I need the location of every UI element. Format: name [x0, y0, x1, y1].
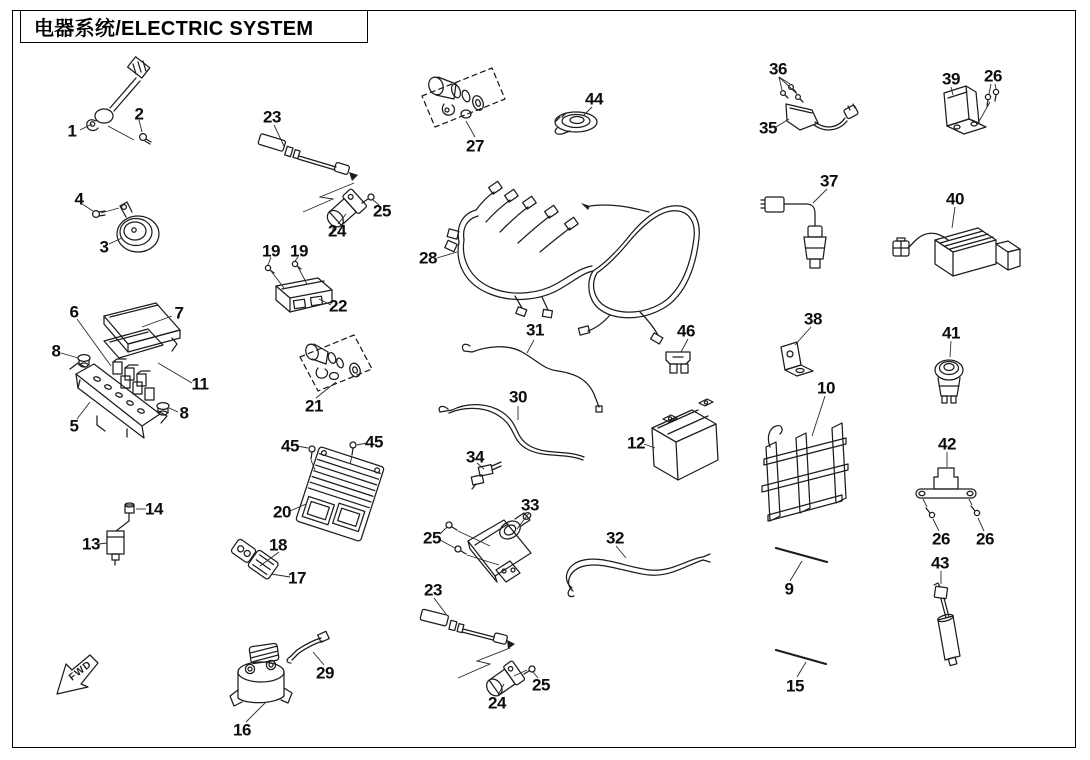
part-label-8: 8: [179, 403, 189, 423]
part-label-19: 19: [290, 241, 308, 261]
part-label-1: 1: [67, 121, 77, 141]
part-label-4: 4: [74, 189, 84, 209]
part-label-41: 41: [942, 323, 960, 343]
part-35-sensor: [776, 104, 859, 130]
part-29-cable: [287, 631, 329, 665]
part-label-16: 16: [233, 720, 251, 740]
part-label-46: 46: [677, 321, 695, 341]
part-27-lock-set: [422, 68, 505, 137]
part-19-screws: [265, 257, 307, 288]
part-label-25: 25: [373, 201, 391, 221]
part-1-position-sensor: [80, 57, 150, 140]
part-label-40: 40: [946, 189, 964, 209]
part-26-screws-bottom: [923, 499, 984, 531]
part-label-26: 26: [932, 529, 950, 549]
part-label-17: 17: [288, 568, 306, 588]
part-label-22: 22: [329, 296, 347, 316]
part-26-screws-top: [977, 84, 999, 125]
part-label-26: 26: [984, 66, 1002, 86]
part-label-28: 28: [419, 248, 437, 268]
part-14-relay-cap: [116, 503, 146, 531]
title-box: [20, 10, 368, 43]
part-38-bracket: [781, 327, 813, 376]
part-9-strap: [776, 548, 827, 581]
part-label-36: 36: [769, 59, 787, 79]
part-28-main-wire-harness: [437, 181, 699, 344]
part-39-bracket: [944, 86, 986, 134]
part-3-horn: [101, 202, 159, 252]
part-4-bolt: [82, 204, 105, 217]
part-15-strap: [776, 650, 826, 677]
part-label-23: 23: [263, 107, 281, 127]
part-label-11: 11: [191, 374, 209, 394]
part-40-controller: [893, 207, 1020, 276]
part-label-19: 19: [262, 241, 280, 261]
part-label-20: 20: [273, 502, 291, 522]
part-44-antenna-coil: [555, 107, 597, 134]
part-label-12: 12: [627, 433, 645, 453]
part-23-spark-plug-cable-bottom: [420, 598, 515, 678]
part-17-18-connector: [229, 537, 290, 580]
part-label-45: 45: [281, 436, 299, 456]
part-label-33: 33: [521, 495, 539, 515]
part-label-23: 23: [424, 580, 442, 600]
part-41-switch: [935, 341, 963, 403]
part-33-ignition-coil: [468, 511, 532, 582]
part-label-34: 34: [466, 447, 484, 467]
part-label-18: 18: [269, 535, 287, 555]
fwd-direction-label: FWD: [67, 658, 95, 684]
part-24-ignition-coil-bottom: [482, 660, 526, 700]
part-label-3: 3: [99, 237, 109, 257]
part-label-38: 38: [804, 309, 822, 329]
part-label-10: 10: [817, 378, 835, 398]
part-label-25: 25: [423, 528, 441, 548]
part-42-bracket: [916, 452, 976, 498]
part-label-44: 44: [585, 89, 603, 109]
page-title: 电器系统/ELECTRIC SYSTEM: [34, 18, 314, 40]
part-label-26: 26: [976, 529, 994, 549]
part-label-8: 8: [51, 341, 61, 361]
part-label-39: 39: [942, 69, 960, 89]
part-7-fuse-box-cover: [104, 303, 180, 352]
part-label-24: 24: [328, 221, 346, 241]
part-label-35: 35: [759, 118, 777, 138]
part-label-14: 14: [145, 499, 163, 519]
part-34-connector: [471, 462, 501, 489]
part-label-21: 21: [305, 396, 323, 416]
part-label-45: 45: [365, 432, 383, 452]
part-31-cable: [462, 340, 602, 412]
part-2-bolt: [140, 134, 151, 144]
part-36-screws: [779, 77, 803, 102]
part-37-sensor-plug: [761, 189, 827, 268]
part-label-5: 5: [69, 416, 79, 436]
part-label-25: 25: [532, 675, 550, 695]
part-label-42: 42: [938, 434, 956, 454]
part-label-43: 43: [931, 553, 949, 573]
part-label-37: 37: [820, 171, 838, 191]
part-21-lock-set: [300, 335, 372, 398]
part-label-2: 2: [134, 104, 144, 124]
part-label-27: 27: [466, 136, 484, 156]
part-13-relay: [99, 531, 124, 565]
part-43-sensor: [934, 571, 960, 666]
part-10-battery-holder: [762, 396, 848, 521]
part-16-starter-relay: [230, 643, 292, 722]
part-label-29: 29: [316, 663, 334, 683]
part-30-cable: [439, 405, 584, 460]
part-label-13: 13: [82, 534, 100, 554]
part-label-32: 32: [606, 528, 624, 548]
part-32-cable: [566, 546, 710, 597]
part-12-battery: [644, 399, 718, 480]
part-label-24: 24: [488, 693, 506, 713]
part-label-9: 9: [784, 579, 794, 599]
part-label-30: 30: [509, 387, 527, 407]
part-11-fuse-box-gasket: [104, 329, 192, 383]
part-24-ignition-coil-top: [318, 188, 367, 235]
part-20-voltage-regulator: [290, 446, 384, 541]
part-label-6: 6: [69, 302, 79, 322]
part-label-31: 31: [526, 320, 544, 340]
part-label-7: 7: [174, 303, 184, 323]
fwd-arrow: [57, 655, 98, 694]
part-46-fuse: [666, 339, 690, 373]
part-label-15: 15: [786, 676, 804, 696]
part-22-ecu: [276, 278, 332, 312]
